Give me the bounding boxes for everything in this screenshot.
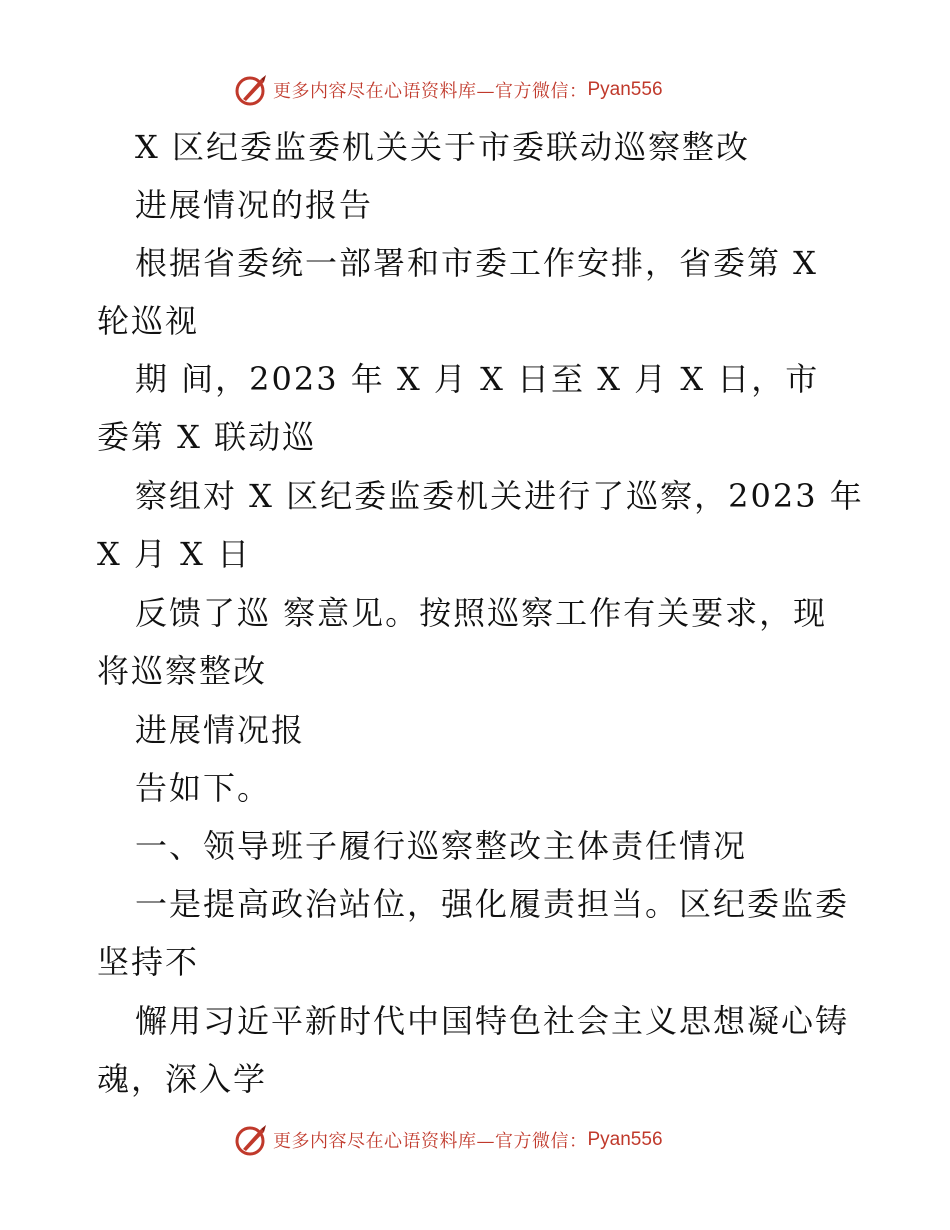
doc-title-line-2: 进展情况的报告: [135, 186, 374, 224]
doc-paragraph-line: 一是提高政治站位，强化履责担当。区纪委监委: [135, 885, 850, 923]
doc-paragraph-line: 告如下。: [135, 769, 272, 807]
doc-paragraph-line: 轮巡视: [97, 302, 200, 340]
doc-paragraph-line: 察组对 X 区纪委监委机关进行了巡察，2023 年: [135, 477, 864, 515]
doc-paragraph-line: 魂，深入学: [97, 1060, 268, 1098]
doc-paragraph-line: 坚持不: [97, 943, 200, 981]
doc-paragraph-line: 根据省委统一部署和市委工作安排，省委第 X: [135, 244, 818, 282]
doc-paragraph-line: X 月 X 日: [97, 535, 252, 573]
doc-paragraph-line: 委第 X 联动巡: [97, 418, 317, 456]
watermark-wechat-id: Pyan556: [587, 79, 663, 100]
footer-watermark: [233, 1123, 663, 1157]
watermark-text: 更多内容尽在心语资料库—官方微信：: [273, 81, 588, 102]
watermark-text: 更多内容尽在心语资料库—官方微信：: [273, 1131, 588, 1152]
doc-title-line-1: X 区纪委监委机关关于市委联动巡察整改: [135, 128, 750, 166]
quill-logo-icon: [233, 1123, 269, 1157]
doc-paragraph-line: 进展情况报: [135, 711, 306, 749]
doc-paragraph-line: 将巡察整改: [97, 652, 268, 690]
doc-paragraph-line: 懈用习近平新时代中国特色社会主义思想凝心铸: [135, 1002, 850, 1040]
doc-paragraph-line: 反馈了巡 察意见。按照巡察工作有关要求，现: [135, 594, 828, 632]
doc-paragraph-line: 期 间，2023 年 X 月 X 日至 X 月 X 日，市: [135, 360, 820, 398]
header-watermark: [233, 73, 663, 107]
watermark-wechat-id: Pyan556: [587, 1129, 663, 1150]
doc-section-heading: 一、领导班子履行巡察整改主体责任情况: [135, 827, 748, 865]
quill-logo-icon: [233, 73, 269, 107]
